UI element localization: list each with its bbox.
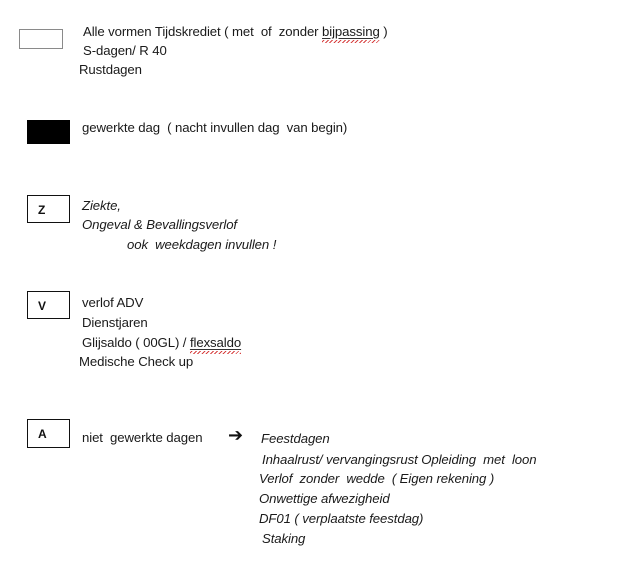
text-segment: Glijsaldo ( 00GL) / [82,335,190,350]
legend-text-medische: Medische Check up [79,354,194,369]
legend-text-s-dagen: S-dagen/ R 40 [83,43,167,58]
spellcheck-word: bijpassing [322,24,380,39]
legend-box-z [27,195,70,223]
arrow-right-icon: ➔ [228,425,244,445]
legend-text-onwettige: Onwettige afwezigheid [259,491,390,506]
text-segment: ) [379,24,388,39]
legend-text-rustdagen: Rustdagen [79,62,142,77]
legend-box-a [27,419,70,448]
legend-code: Z [38,203,46,217]
legend-code: V [38,299,47,313]
legend-text-staking: Staking [262,531,306,546]
legend-text-dienstjaren: Dienstjaren [82,315,148,330]
legend-text-gewerkte-dag: gewerkte dag ( nacht invullen dag van begin) [82,120,348,135]
legend-text-weekdagen: ook weekdagen invullen ! [127,237,277,252]
text-segment: Alle vormen Tijdskrediet ( met of zonder [83,24,323,39]
legend-text-feestdagen: Feestdagen [261,431,330,446]
legend-text-tijdskrediet [83,24,388,40]
legend-text-df01: DF01 ( verplaatste feestdag) [259,511,424,526]
spellcheck-word: flexsaldo [189,335,242,350]
legend-text-ziekte: Ziekte, [82,198,121,213]
legend-text-verlof-adv: verlof ADV [82,295,144,310]
legend-box-filled [27,120,70,144]
legend-text-ongeval: Ongeval & Bevallingsverlof [82,217,237,232]
legend-text-verlof-zonder-wedde: Verlof zonder wedde ( Eigen rekening ) [259,471,495,486]
legend-code: A [38,427,47,441]
legend-text-niet-gewerkt: niet gewerkte dagen [82,430,203,445]
legend-text-glijsaldo [82,335,241,351]
legend-box-empty [19,29,63,49]
legend-text-inhaalrust: Inhaalrust/ vervangingsrust Opleiding met loon [262,452,537,467]
legend-box-v [27,291,70,319]
